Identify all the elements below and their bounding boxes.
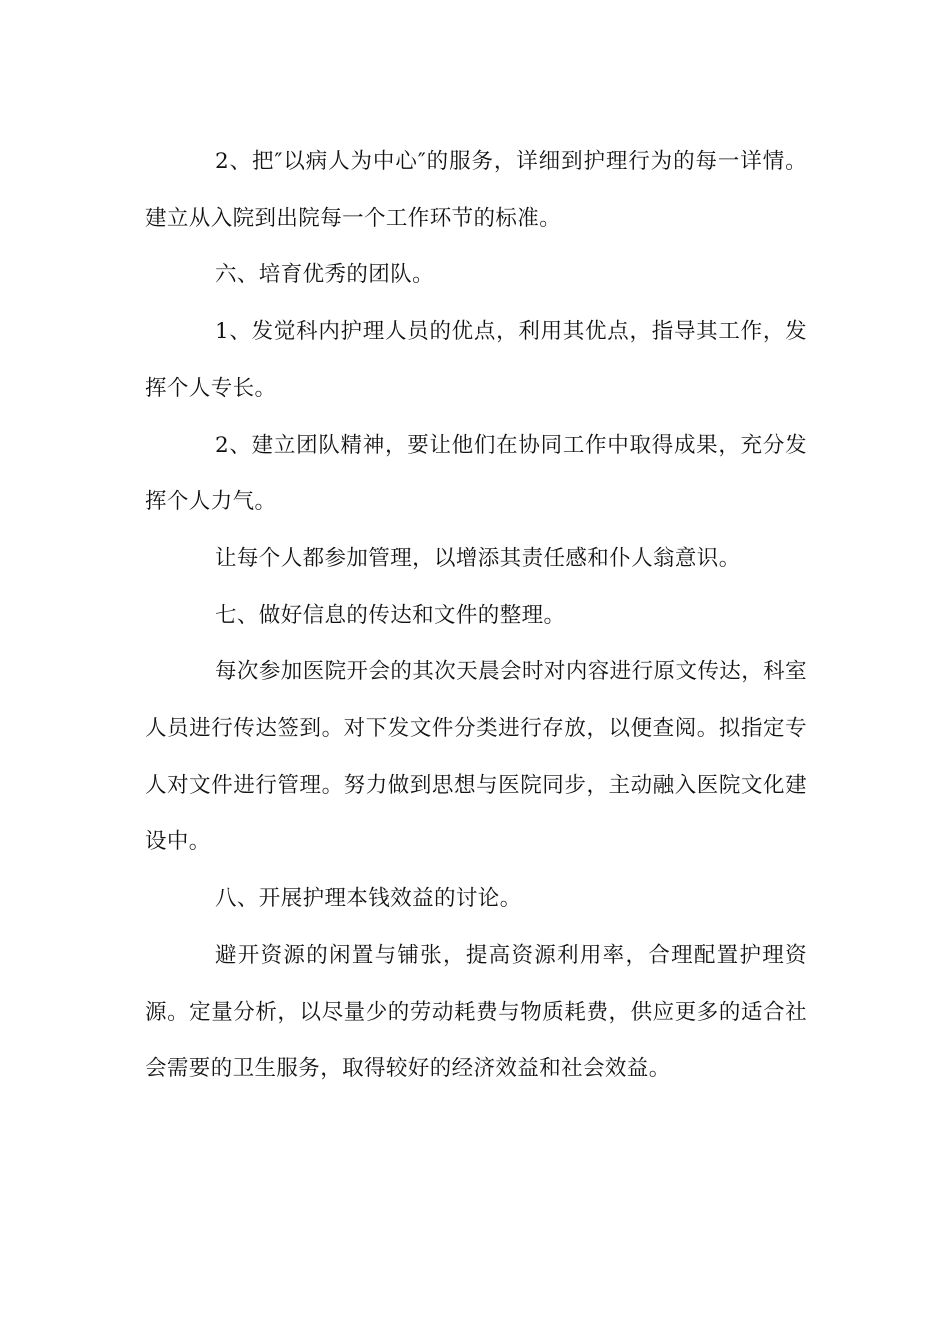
heading-section-six: 六、培育优秀的团队。 [215,262,435,288]
paragraph-patient-centered-service: 2、把″以病人为中心″的服务，详细到护理行为的每一详情。建立从入院到出院每一个工作环节的标准。 [145,149,807,231]
paragraph-information-transfer: 每次参加医院开会的其次天晨会时对内容进行原文传达，科室人员进行传达签到。对下发文件分类进行存放，以便查阅。拟指定专人对文件进行管理。努力做到思想与医院同步，主动融入医院文化建设中。 [145,659,807,855]
paragraph-participation: 让每个人都参加管理，以增添其责任感和仆人翁意识。 [215,545,741,571]
heading-section-seven: 七、做好信息的传达和文件的整理。 [215,602,566,628]
paragraph-team-spirit: 2、建立团队精神，要让他们在协同工作中取得成果，充分发挥个人力气。 [145,432,807,515]
heading-section-eight: 八、开展护理本钱效益的讨论。 [215,886,522,912]
document-body [145,134,807,1098]
paragraph-staff-strengths: 1、发觉科内护理人员的优点，利用其优点，指导其工作，发挥个人专长。 [145,319,807,401]
paragraph-resource-efficiency: 避开资源的闲置与铺张，提高资源利用率，合理配置护理资源。定量分析，以尽量少的劳动耗费与物质耗费，供应更多的适合社会需要的卫生服务，取得较好的经济效益和社会效益。 [145,942,807,1082]
